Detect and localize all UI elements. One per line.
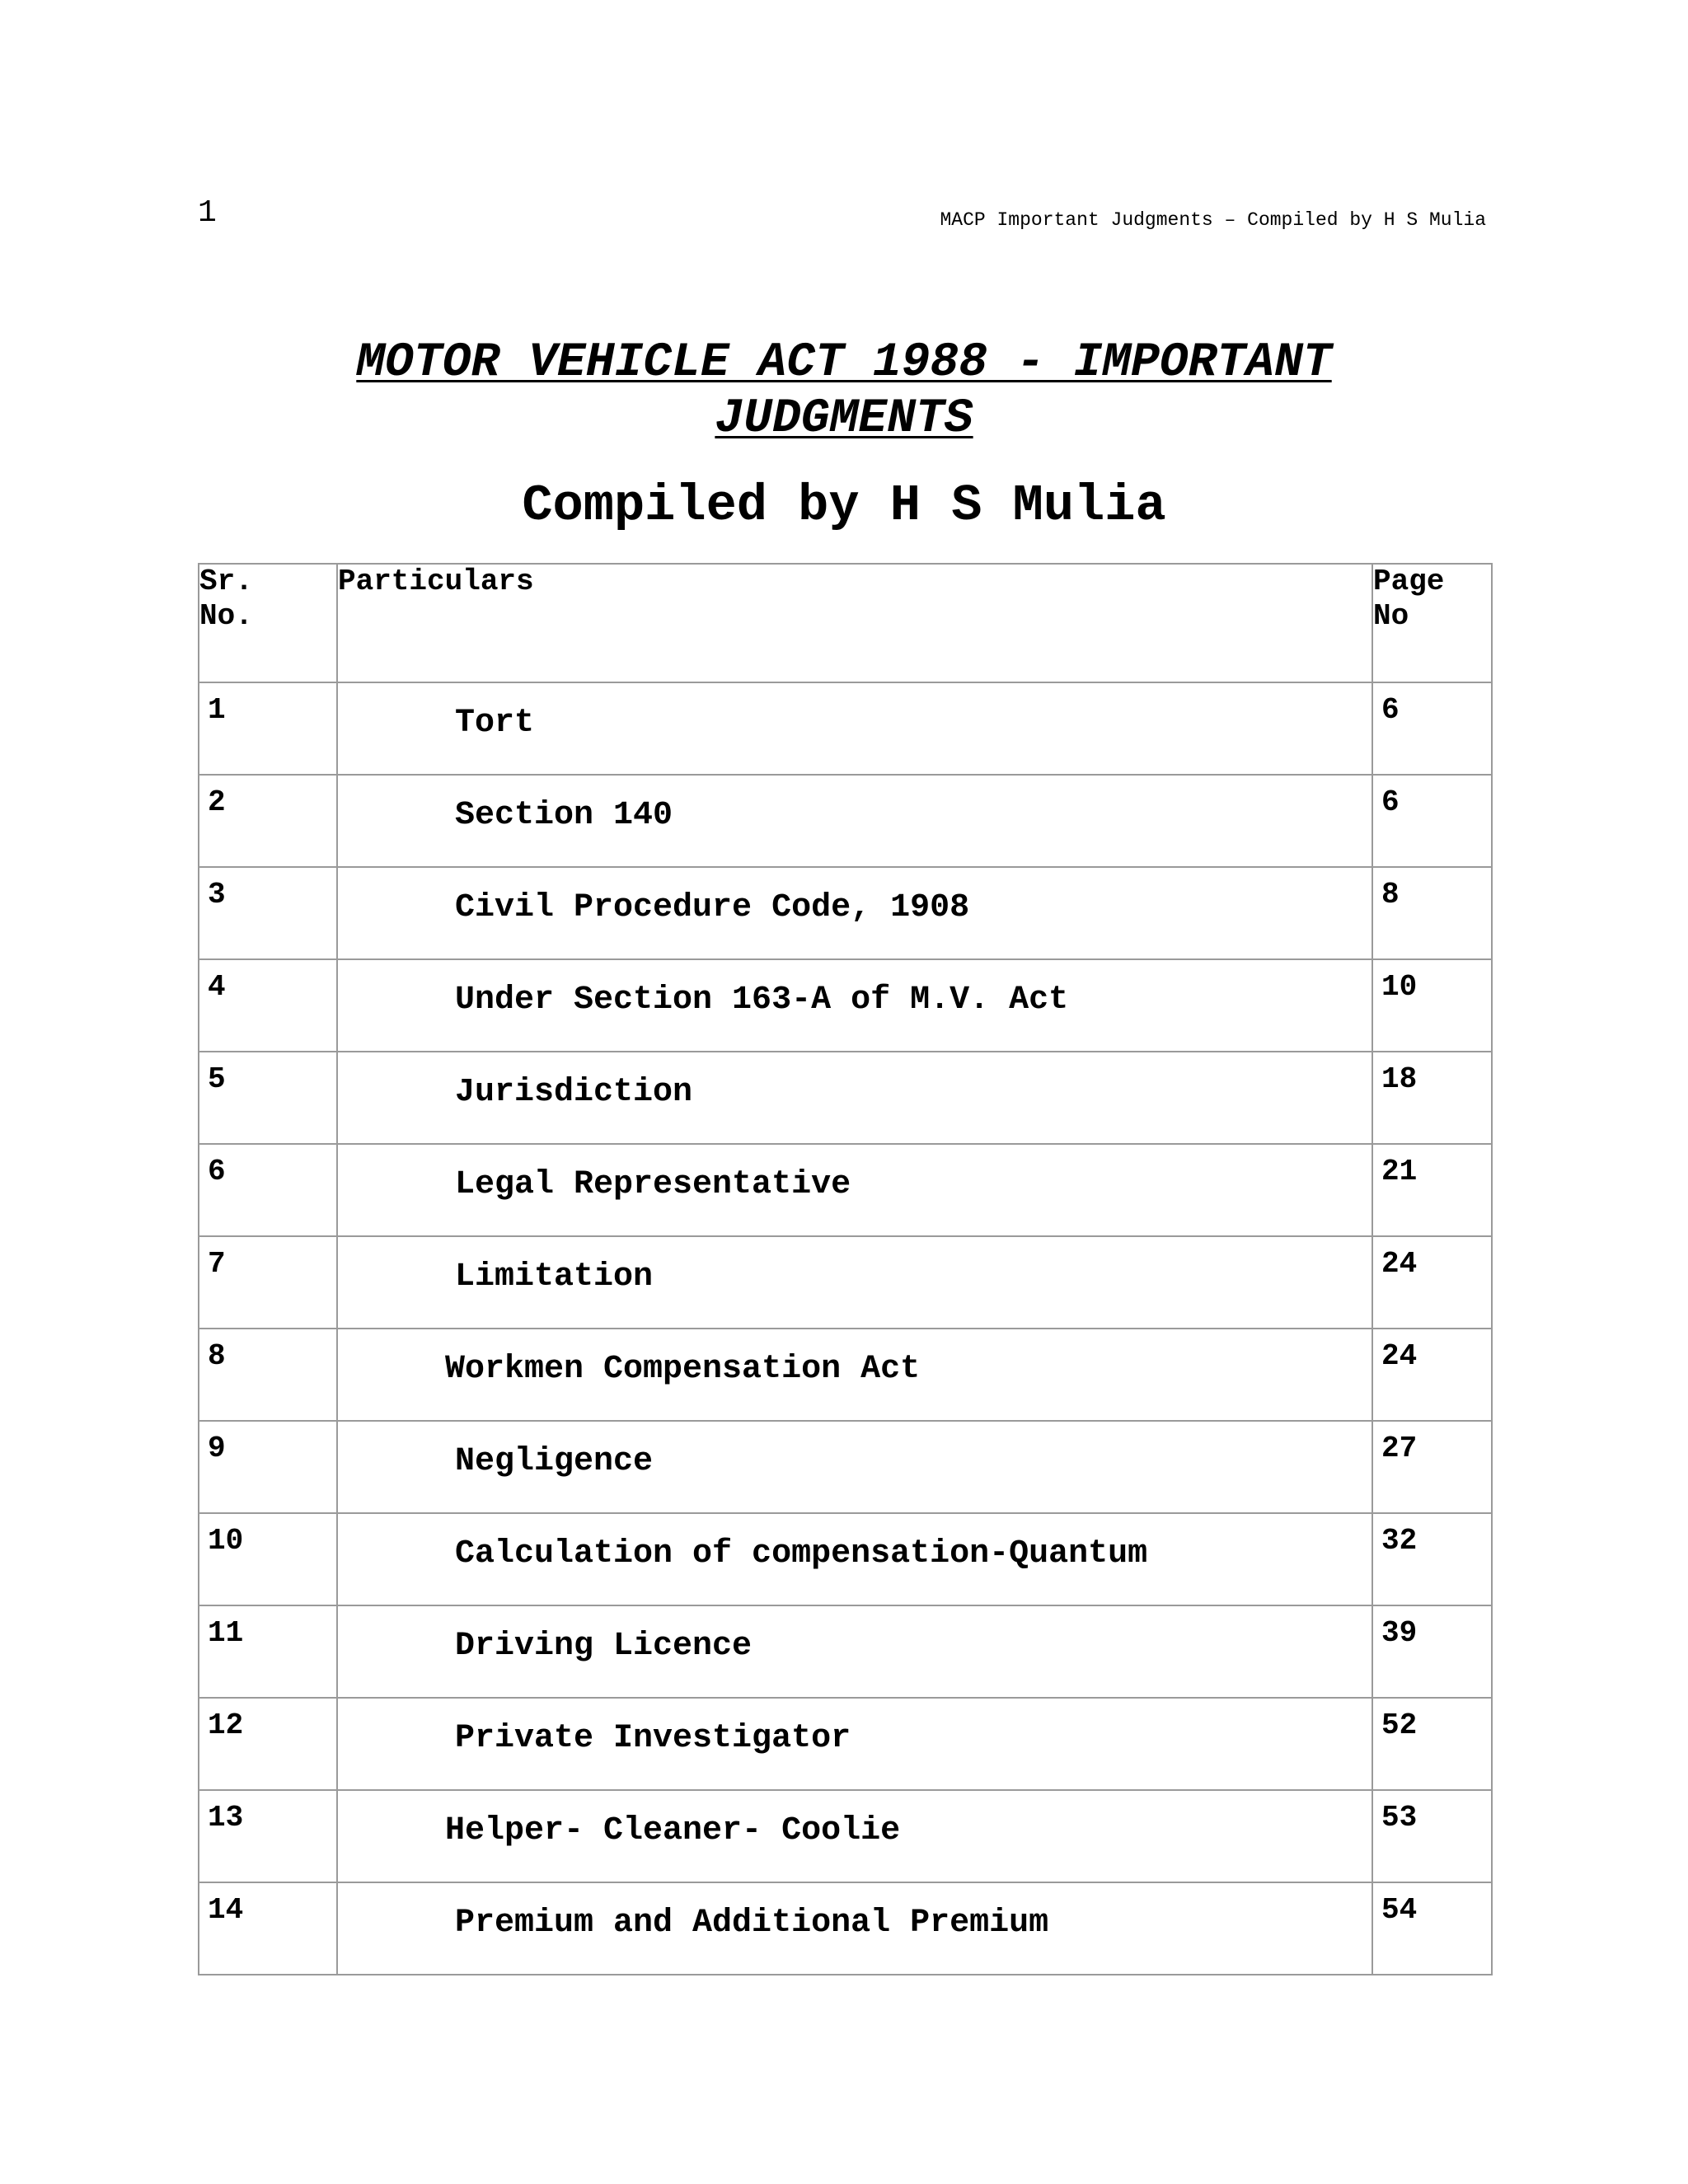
row-page-no: 21 bbox=[1372, 1144, 1492, 1236]
header-sr-line-1: Sr. bbox=[199, 565, 253, 598]
table-row bbox=[199, 1698, 1492, 1790]
row-page-no: 53 bbox=[1372, 1790, 1492, 1882]
row-particular: Under Section 163-A of M.V. Act bbox=[337, 959, 1372, 1052]
row-particular: Premium and Additional Premium bbox=[337, 1882, 1372, 1975]
row-particular: Helper- Cleaner- Coolie bbox=[337, 1790, 1372, 1882]
title-line-1: MOTOR VEHICLE ACT 1988 - IMPORTANT bbox=[356, 336, 1332, 390]
row-particular: Section 140 bbox=[337, 775, 1372, 867]
document-title bbox=[198, 335, 1490, 448]
header-sr-no bbox=[199, 564, 337, 682]
row-sr-no: 14 bbox=[199, 1882, 337, 1975]
row-page-no: 8 bbox=[1372, 867, 1492, 959]
page-number: 1 bbox=[198, 195, 217, 231]
row-particular: Civil Procedure Code, 1908 bbox=[337, 867, 1372, 959]
row-page-no: 27 bbox=[1372, 1421, 1492, 1513]
table-row bbox=[199, 682, 1492, 775]
running-header: MACP Important Judgments – Compiled by H S Mulia bbox=[940, 209, 1486, 231]
row-sr-no: 10 bbox=[199, 1513, 337, 1605]
row-particular: Calculation of compensation-Quantum bbox=[337, 1513, 1372, 1605]
row-sr-no: 9 bbox=[199, 1421, 337, 1513]
row-sr-no: 7 bbox=[199, 1236, 337, 1329]
row-page-no: 54 bbox=[1372, 1882, 1492, 1975]
table-row bbox=[199, 1513, 1492, 1605]
header-sr-line-2: No. bbox=[199, 599, 253, 633]
row-page-no: 32 bbox=[1372, 1513, 1492, 1605]
table-row bbox=[199, 1882, 1492, 1975]
document-subtitle: Compiled by H S Mulia bbox=[522, 476, 1166, 535]
table-row bbox=[199, 1790, 1492, 1882]
table-row bbox=[199, 867, 1492, 959]
row-page-no: 10 bbox=[1372, 959, 1492, 1052]
row-sr-no: 1 bbox=[199, 682, 337, 775]
row-sr-no: 8 bbox=[199, 1329, 337, 1421]
row-page-no: 6 bbox=[1372, 775, 1492, 867]
row-sr-no: 11 bbox=[199, 1605, 337, 1698]
table-row bbox=[199, 1236, 1492, 1329]
row-sr-no: 12 bbox=[199, 1698, 337, 1790]
row-particular: Private Investigator bbox=[337, 1698, 1372, 1790]
row-sr-no: 6 bbox=[199, 1144, 337, 1236]
table-header-row bbox=[199, 564, 1492, 682]
row-particular: Jurisdiction bbox=[337, 1052, 1372, 1144]
row-particular: Negligence bbox=[337, 1421, 1372, 1513]
row-sr-no: 3 bbox=[199, 867, 337, 959]
table-row bbox=[199, 959, 1492, 1052]
table-row bbox=[199, 1421, 1492, 1513]
table-row bbox=[199, 1144, 1492, 1236]
table-row bbox=[199, 1605, 1492, 1698]
row-page-no: 24 bbox=[1372, 1236, 1492, 1329]
row-page-no: 24 bbox=[1372, 1329, 1492, 1421]
row-particular: Legal Representative bbox=[337, 1144, 1372, 1236]
table-row bbox=[199, 1329, 1492, 1421]
row-sr-no: 4 bbox=[199, 959, 337, 1052]
row-page-no: 52 bbox=[1372, 1698, 1492, 1790]
row-particular: Workmen Compensation Act bbox=[337, 1329, 1372, 1421]
row-particular: Tort bbox=[337, 682, 1372, 775]
row-particular: Driving Licence bbox=[337, 1605, 1372, 1698]
row-page-no: 39 bbox=[1372, 1605, 1492, 1698]
contents-table bbox=[198, 563, 1493, 1975]
row-sr-no: 13 bbox=[199, 1790, 337, 1882]
row-particular: Limitation bbox=[337, 1236, 1372, 1329]
header-page-line-2: No bbox=[1373, 599, 1409, 633]
header-page-line-1: Page bbox=[1373, 565, 1445, 598]
row-sr-no: 5 bbox=[199, 1052, 337, 1144]
row-sr-no: 2 bbox=[199, 775, 337, 867]
row-page-no: 6 bbox=[1372, 682, 1492, 775]
header-page-no bbox=[1372, 564, 1492, 682]
table-row bbox=[199, 775, 1492, 867]
row-page-no: 18 bbox=[1372, 1052, 1492, 1144]
table-row bbox=[199, 1052, 1492, 1144]
header-particulars: Particulars bbox=[337, 564, 1372, 682]
title-line-2: JUDGMENTS bbox=[715, 392, 973, 446]
